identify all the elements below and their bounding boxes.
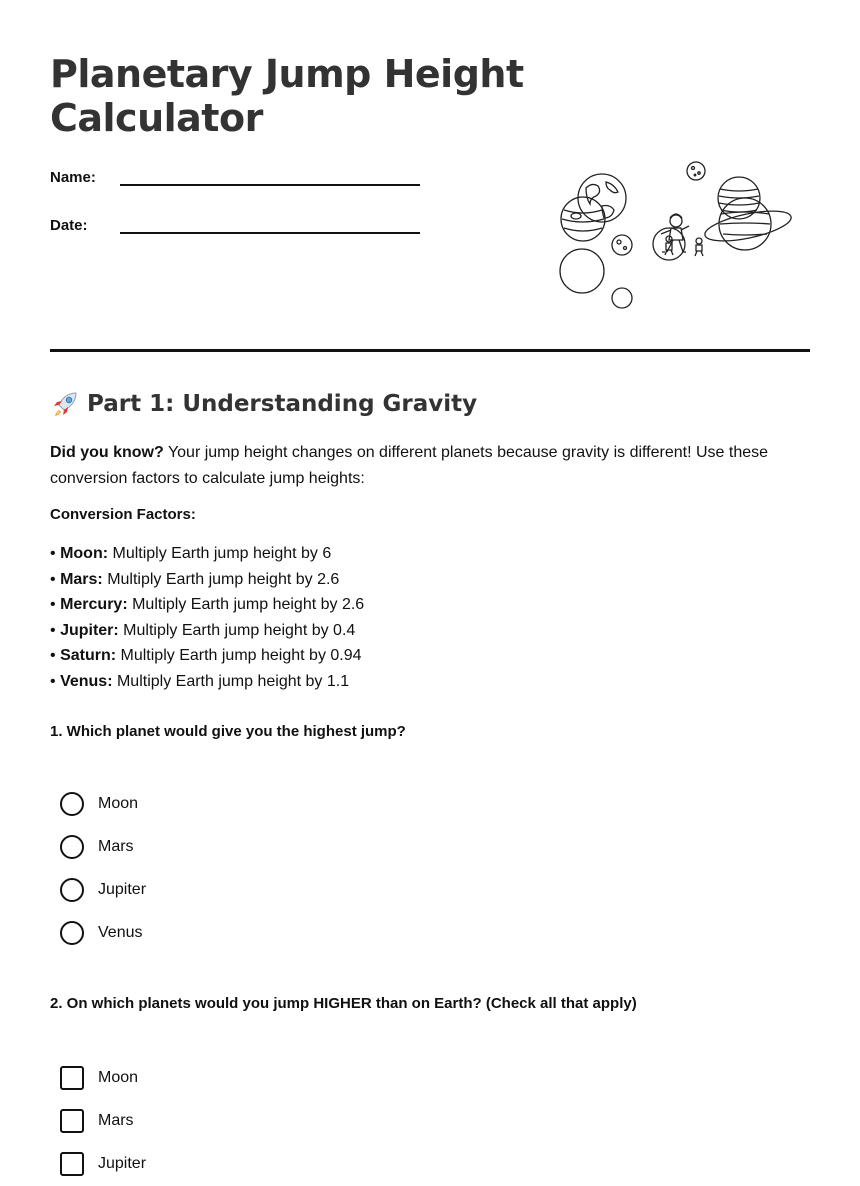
part1-heading-text: Part 1: Understanding Gravity bbox=[87, 391, 478, 417]
factor-planet: Saturn: bbox=[60, 647, 117, 665]
part1-section bbox=[50, 388, 810, 1186]
radio-button[interactable] bbox=[60, 792, 84, 816]
worksheet-header bbox=[50, 52, 810, 352]
banded-planet-illustration bbox=[561, 197, 605, 241]
option-label: Jupiter bbox=[98, 881, 147, 899]
question-1-options bbox=[50, 783, 810, 955]
radio-button[interactable] bbox=[60, 878, 84, 902]
checkbox[interactable] bbox=[60, 1066, 84, 1090]
planets-illustration-lower bbox=[558, 192, 803, 268]
tiny-kid-illustration bbox=[695, 238, 703, 256]
factor-planet: Moon: bbox=[60, 545, 109, 562]
q2-option-moon[interactable] bbox=[50, 1057, 810, 1100]
factor-text: Multiply Earth jump height by 0.4 bbox=[118, 621, 356, 639]
rocket-icon bbox=[50, 389, 80, 419]
intro-lead: Did you know? bbox=[50, 444, 164, 461]
conversion-factors-heading: Conversion Factors: bbox=[50, 506, 196, 523]
astronaut-bubble-illustration bbox=[653, 228, 685, 260]
q2-option-jupiter[interactable] bbox=[50, 1143, 810, 1186]
small-moon-illustration bbox=[687, 162, 705, 180]
date-field bbox=[50, 212, 420, 234]
list-item: • Mercury: Multiply Earth jump height by 2.6 bbox=[50, 596, 365, 614]
radio-button[interactable] bbox=[60, 921, 84, 945]
q1-option-moon[interactable] bbox=[50, 783, 810, 826]
list-item: • Saturn: Multiply Earth jump height by 0.94 bbox=[50, 647, 362, 665]
option-label: Moon bbox=[98, 795, 139, 813]
factor-text: Multiply Earth jump height by 6 bbox=[108, 545, 332, 562]
question-2-options bbox=[50, 1057, 810, 1186]
conversion-factors-list bbox=[50, 541, 810, 695]
date-label: Date: bbox=[50, 217, 88, 234]
option-label: Jupiter bbox=[98, 1155, 147, 1173]
saturn-illustration bbox=[702, 198, 793, 250]
name-input-line[interactable] bbox=[120, 164, 420, 186]
radio-button[interactable] bbox=[60, 835, 84, 859]
factor-planet: Mars: bbox=[60, 570, 103, 588]
option-label: Moon bbox=[98, 1069, 139, 1087]
date-input-line[interactable] bbox=[120, 212, 420, 234]
option-label: Mars bbox=[98, 1112, 134, 1130]
option-label: Venus bbox=[98, 924, 143, 942]
list-item: • Venus: Multiply Earth jump height by 1.1 bbox=[50, 672, 350, 690]
list-item: • Jupiter: Multiply Earth jump height by 0.4 bbox=[50, 621, 356, 639]
checkbox[interactable] bbox=[60, 1109, 84, 1133]
factor-text: Multiply Earth jump height by 0.94 bbox=[116, 647, 362, 665]
question-2: 2. On which planets would you jump HIGHER than on Earth? (Check all that apply) bbox=[50, 994, 637, 1012]
factor-planet: Jupiter: bbox=[60, 621, 119, 639]
factor-text: Multiply Earth jump height by 1.1 bbox=[112, 672, 350, 690]
name-label: Name: bbox=[50, 169, 96, 186]
part1-heading bbox=[50, 388, 810, 420]
checkbox[interactable] bbox=[60, 1152, 84, 1176]
factor-text: Multiply Earth jump height by 2.6 bbox=[102, 570, 340, 588]
q2-option-mars[interactable] bbox=[50, 1100, 810, 1143]
small-planet-illustration bbox=[612, 288, 632, 308]
name-field bbox=[50, 164, 420, 186]
option-label: Mars bbox=[98, 838, 134, 856]
header-divider bbox=[50, 349, 810, 352]
q1-option-venus[interactable] bbox=[50, 912, 810, 955]
list-item: • Mars: Multiply Earth jump height by 2.6 bbox=[50, 570, 340, 588]
intro-text: Your jump height changes on different planets because gravity is different! Use these conversion factors to calculate jump heights: bbox=[50, 444, 769, 487]
intro-paragraph bbox=[50, 440, 810, 492]
q1-option-jupiter[interactable] bbox=[50, 869, 810, 912]
page-title: Planetary Jump Height Calculator bbox=[50, 52, 524, 140]
list-item: • Moon: Multiply Earth jump height by 6 bbox=[50, 545, 332, 562]
question-1: 1. Which planet would give you the highest jump? bbox=[50, 722, 406, 740]
q1-option-mars[interactable] bbox=[50, 826, 810, 869]
factor-planet: Mercury: bbox=[60, 596, 128, 614]
factor-planet: Venus: bbox=[60, 672, 113, 690]
factor-text: Multiply Earth jump height by 2.6 bbox=[127, 596, 365, 614]
small-crater-planet-illustration bbox=[612, 235, 632, 255]
